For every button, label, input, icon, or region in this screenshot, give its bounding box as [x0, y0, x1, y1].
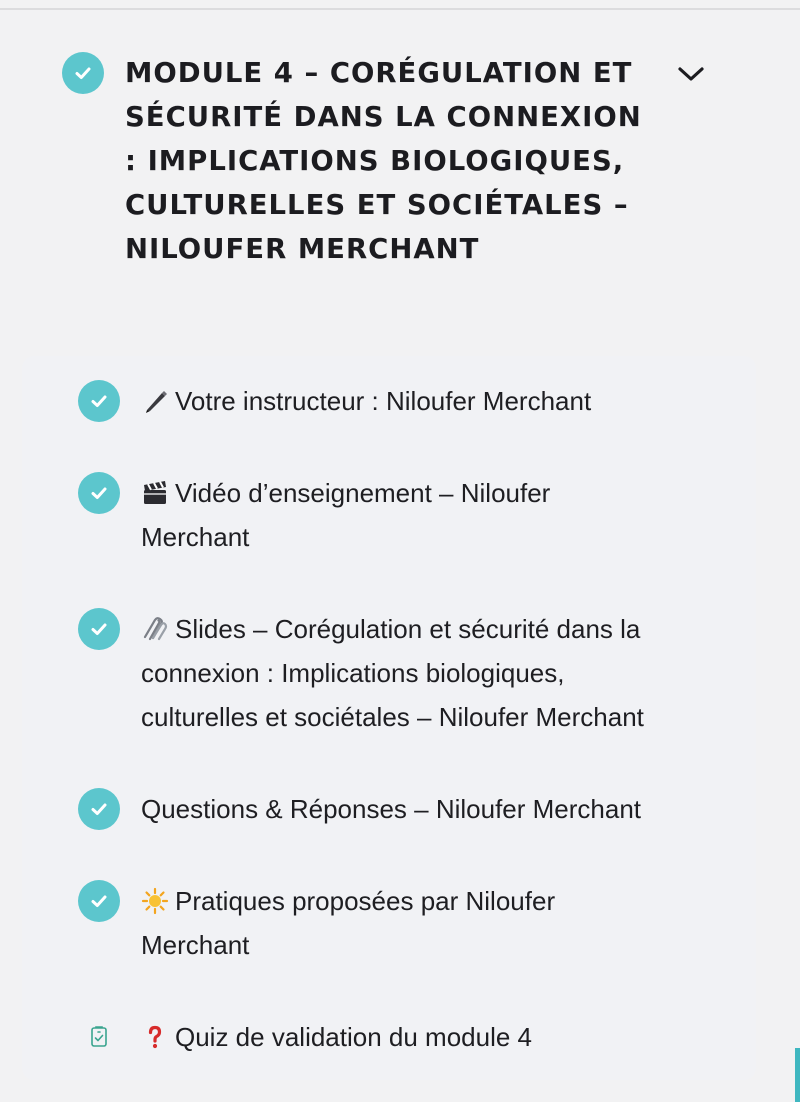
lesson-qa[interactable]: [0, 788, 760, 832]
chevron-down-icon[interactable]: [676, 59, 706, 89]
lesson-item-video: [141, 471, 756, 559]
lesson-slides[interactable]: [0, 608, 760, 740]
lesson-label: Votre instructeur : Niloufer Merchant: [175, 386, 592, 416]
module-completed-check-icon: [62, 52, 104, 94]
module-title: MODULE 4 – CORÉGULATION ET SÉCURITÉ DANS LA CONNEXION : IMPLICATIONS BIOLOGIQUES, CULTURELLES ET SOCIÉTALES – NILOUFER MERCHANT: [125, 57, 642, 265]
lesson-label: Pratiques proposées par Niloufer Merchant: [141, 886, 556, 960]
lesson-completed-check-icon: [78, 608, 120, 650]
lesson-item-practices: [141, 879, 756, 967]
lesson-item-quiz: [141, 1015, 756, 1059]
scroll-indicator: [795, 1048, 800, 1102]
lesson-label: Quiz de validation du module 4: [175, 1022, 533, 1052]
lesson-item-slides: [141, 607, 756, 739]
lesson-label: Vidéo d’enseignement – Niloufer Merchant: [141, 478, 551, 552]
lesson-practices[interactable]: [0, 880, 760, 968]
clapperboard-icon: [141, 479, 169, 507]
lesson-video[interactable]: [0, 472, 760, 560]
sun-icon: [141, 887, 169, 915]
lesson-completed-check-icon: [78, 472, 120, 514]
quiz-clipboard-icon: [90, 1026, 108, 1048]
lesson-completed-check-icon: [78, 788, 120, 830]
question-mark-icon: [141, 1023, 169, 1051]
lesson-instructor[interactable]: [0, 380, 760, 424]
paperclip-icon: [141, 615, 169, 643]
pen-icon: [141, 387, 169, 415]
lesson-completed-check-icon: [78, 880, 120, 922]
lesson-item-instructor: [141, 379, 756, 423]
module-4-header[interactable]: [0, 0, 800, 340]
lesson-label: Questions & Réponses – Niloufer Merchant: [141, 794, 642, 824]
lesson-completed-check-icon: [78, 380, 120, 422]
lesson-quiz[interactable]: [0, 1016, 760, 1060]
lesson-label: Slides – Corégulation et sécurité dans la connexion : Implications biologiques, culturelles et sociétales – Niloufer Merchant: [141, 614, 644, 732]
